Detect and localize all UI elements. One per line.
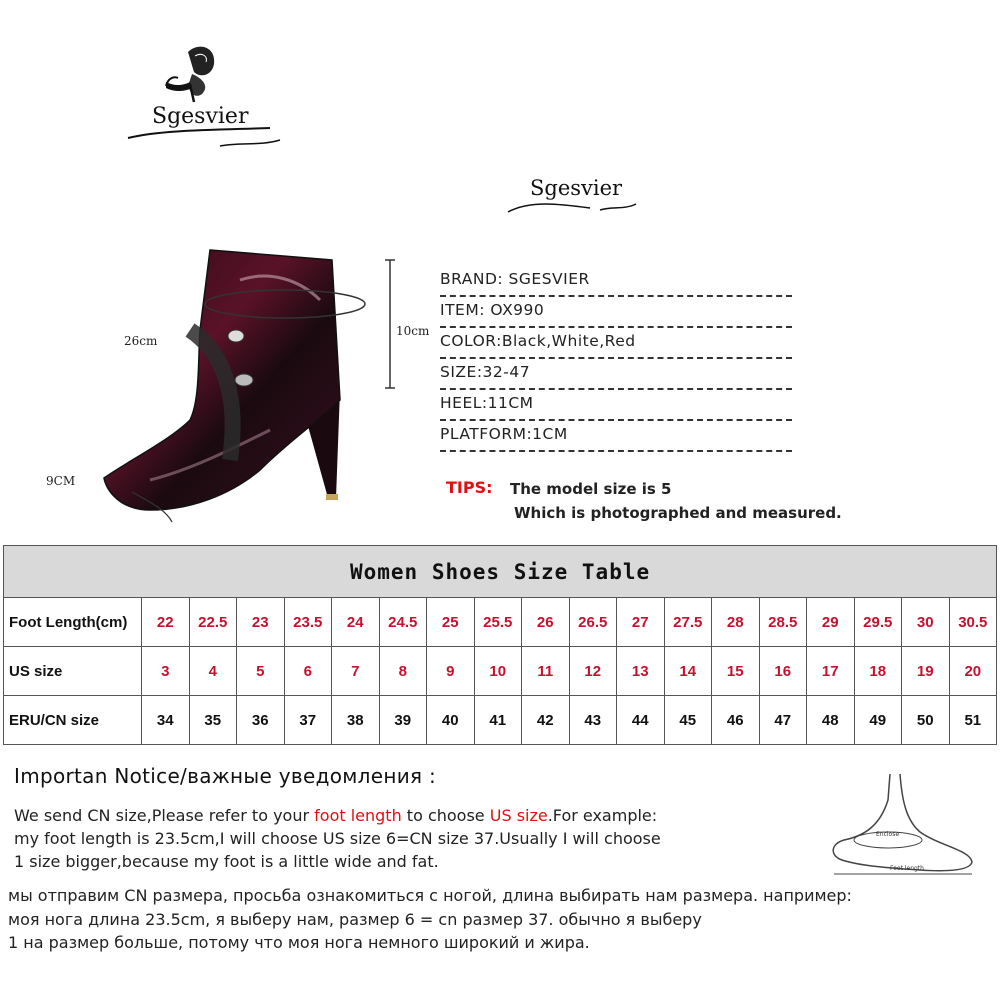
table-cell: 23.5 <box>284 598 332 647</box>
table-cell: 19 <box>902 647 950 696</box>
table-row-eru-cn-size <box>4 696 997 745</box>
product-boot-image <box>40 240 420 530</box>
spec-item: ITEM: OX990 <box>440 297 792 328</box>
enclose-label: Enclose <box>876 831 900 838</box>
table-cell: 43 <box>569 696 617 745</box>
table-cell: 25.5 <box>474 598 522 647</box>
table-cell: 41 <box>474 696 522 745</box>
table-cell: 9 <box>427 647 475 696</box>
table-cell: 36 <box>237 696 285 745</box>
notice-text: to choose <box>401 806 490 825</box>
foot-measure-diagram <box>820 770 990 880</box>
table-cell: 29.5 <box>854 598 902 647</box>
tips-label: TIPS: <box>446 478 493 497</box>
table-cell: 11 <box>522 647 570 696</box>
table-cell: 48 <box>807 696 855 745</box>
spec-brand: BRAND: SGESVIER <box>440 266 792 297</box>
table-cell: 20 <box>949 647 997 696</box>
table-cell: 26 <box>522 598 570 647</box>
notice-title: Importan Notice/важные уведомления : <box>14 764 437 788</box>
table-cell: 14 <box>664 647 712 696</box>
product-specs <box>440 266 792 452</box>
size-table-title: Women Shoes Size Table <box>4 546 997 598</box>
brand-logo-icon <box>120 42 290 162</box>
table-cell: 3 <box>142 647 190 696</box>
table-cell: 18 <box>854 647 902 696</box>
table-cell: 46 <box>712 696 760 745</box>
size-table <box>3 545 997 745</box>
table-cell: 38 <box>332 696 380 745</box>
heel-height-label: 9CM <box>46 474 76 488</box>
table-cell: 6 <box>284 647 332 696</box>
table-cell: 50 <box>902 696 950 745</box>
table-cell: 25 <box>427 598 475 647</box>
brand-logo-small-text: Sgesvier <box>530 176 623 200</box>
table-cell: 44 <box>617 696 665 745</box>
notice-english <box>14 804 774 873</box>
table-cell: 49 <box>854 696 902 745</box>
spec-size: SIZE:32-47 <box>440 359 792 390</box>
notice-text: We send CN size,Please refer to your <box>14 806 315 825</box>
table-cell: 13 <box>617 647 665 696</box>
spec-heel: HEEL:11CM <box>440 390 792 421</box>
table-cell: 24 <box>332 598 380 647</box>
notice-en-line-2: my foot length is 23.5cm,I will choose US size 6=CN size 37.Usually I will choose <box>14 829 661 848</box>
table-cell: 23 <box>237 598 285 647</box>
table-cell: 7 <box>332 647 380 696</box>
table-cell: 8 <box>379 647 427 696</box>
notice-ru-line-1: мы отправим CN размера, просьба ознакомиться с ногой, длина выбирать нам размера. например: <box>8 886 852 905</box>
row-label: US size <box>4 647 142 696</box>
table-cell: 30.5 <box>949 598 997 647</box>
table-cell: 45 <box>664 696 712 745</box>
table-cell: 42 <box>522 696 570 745</box>
row-label: ERU/CN size <box>4 696 142 745</box>
notice-text: .For example: <box>547 806 658 825</box>
notice-russian <box>8 884 968 955</box>
table-cell: 5 <box>237 647 285 696</box>
table-cell: 51 <box>949 696 997 745</box>
notice-ru-line-2: моя нога длина 23.5cm, я выберу нам, размер 6 = cn размер 37. обычно я выберу <box>8 909 702 929</box>
row-label: Foot Length(cm) <box>4 598 142 647</box>
notice-highlight-foot-length: foot length <box>314 806 402 825</box>
table-cell: 30 <box>902 598 950 647</box>
table-cell: 15 <box>712 647 760 696</box>
table-cell: 35 <box>189 696 237 745</box>
table-cell: 34 <box>142 696 190 745</box>
table-cell: 26.5 <box>569 598 617 647</box>
table-row-us-size <box>4 647 997 696</box>
tips <box>446 478 842 522</box>
table-row-foot-length <box>4 598 997 647</box>
tips-line-2: Which is photographed and measured. <box>514 504 842 522</box>
table-cell: 12 <box>569 647 617 696</box>
notice-en-line-1 <box>14 804 774 827</box>
table-cell: 28 <box>712 598 760 647</box>
table-cell: 10 <box>474 647 522 696</box>
table-cell: 47 <box>759 696 807 745</box>
table-cell: 16 <box>759 647 807 696</box>
table-cell: 22 <box>142 598 190 647</box>
table-cell: 37 <box>284 696 332 745</box>
table-cell: 27 <box>617 598 665 647</box>
table-cell: 27.5 <box>664 598 712 647</box>
tips-line-1: The model size is 5 <box>510 480 672 498</box>
notice-ru-line-3: 1 на размер больше, потому что моя нога немного широкий и жира. <box>8 933 590 952</box>
shaft-circumference-label: 26cm <box>124 334 158 348</box>
foot-length-label: Foot length <box>890 865 924 872</box>
table-cell: 4 <box>189 647 237 696</box>
table-cell: 39 <box>379 696 427 745</box>
brand-logo-text: Sgesvier <box>152 104 249 129</box>
table-cell: 22.5 <box>189 598 237 647</box>
table-cell: 29 <box>807 598 855 647</box>
notice-highlight-us-size: US size <box>489 806 548 825</box>
table-cell: 40 <box>427 696 475 745</box>
spec-color: COLOR:Black,White,Red <box>440 328 792 359</box>
spec-platform: PLATFORM:1CM <box>440 421 792 452</box>
notice-en-line-3: 1 size bigger,because my foot is a little wide and fat. <box>14 852 439 871</box>
table-cell: 17 <box>807 647 855 696</box>
table-cell: 28.5 <box>759 598 807 647</box>
table-cell: 24.5 <box>379 598 427 647</box>
shaft-height-label: 10cm <box>396 324 430 338</box>
